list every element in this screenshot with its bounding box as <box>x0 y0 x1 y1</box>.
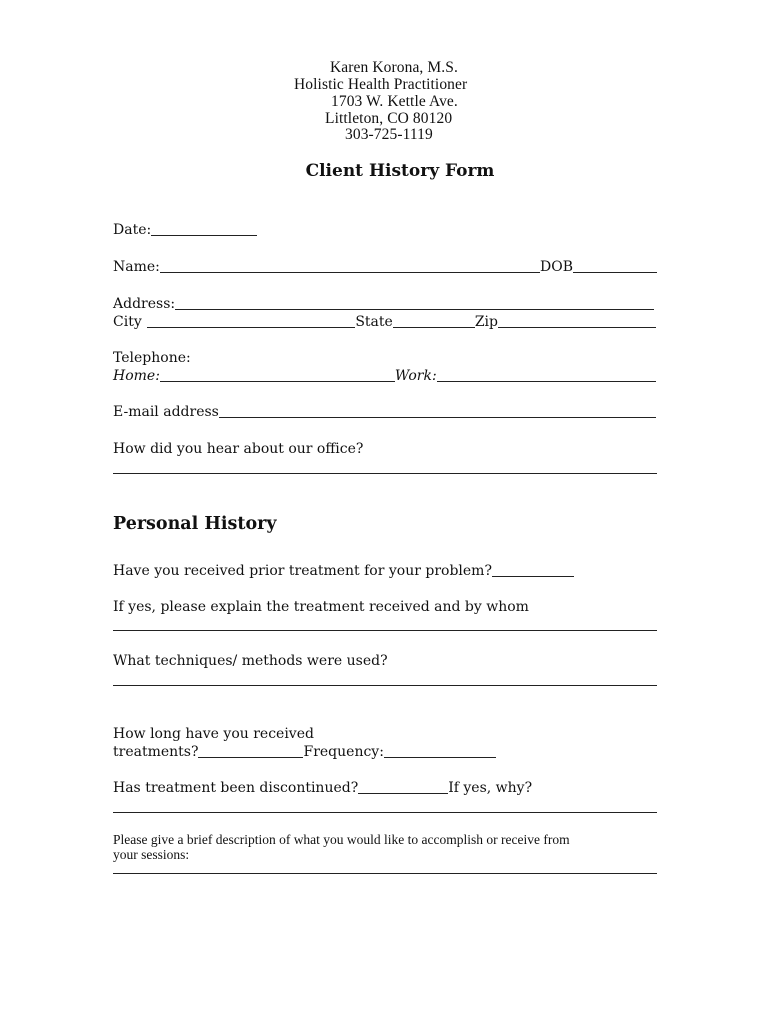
address-row <box>113 295 654 313</box>
referral-row <box>113 440 363 458</box>
telephone-label: Telephone: <box>113 350 191 366</box>
discontinued-field[interactable] <box>358 792 448 794</box>
frequency-field[interactable] <box>384 756 496 758</box>
form-title: Client History Form <box>305 161 495 181</box>
date-row <box>113 221 257 239</box>
prior-treatment-row <box>113 562 574 580</box>
explain-answer-line[interactable] <box>113 630 657 631</box>
zip-label: Zip <box>474 314 498 330</box>
date-label: Date: <box>113 222 152 238</box>
discontinued-row <box>113 779 532 797</box>
city-field[interactable] <box>147 326 356 328</box>
how-long-row-2 <box>113 743 496 761</box>
home-label: Home: <box>113 368 160 384</box>
discontinued-question: Has treatment been discontinued? <box>113 780 359 796</box>
practitioner-phone: 303-725-1119 <box>345 126 433 143</box>
if-yes-why-label: If yes, why? <box>448 780 533 796</box>
discontinued-answer-line[interactable] <box>113 812 657 813</box>
sessions-question-line-2: your sessions: <box>113 847 190 862</box>
address-field[interactable] <box>175 308 654 310</box>
address-label: Address: <box>113 296 176 312</box>
techniques-row <box>113 652 388 670</box>
techniques-question: What techniques/ methods were used? <box>113 653 388 669</box>
state-field[interactable] <box>393 326 475 328</box>
email-label: E-mail address <box>113 404 219 420</box>
work-phone-field[interactable] <box>437 380 656 382</box>
dob-label: DOB <box>540 259 573 275</box>
referral-question: How did you hear about our office? <box>113 441 364 457</box>
street-address: 1703 W. Kettle Ave. <box>331 93 458 110</box>
prior-treatment-question: Have you received prior treatment for your problem? <box>113 563 492 579</box>
treatments-label: treatments? <box>113 744 199 760</box>
personal-history-title: Personal History <box>113 514 277 534</box>
name-field[interactable] <box>160 271 540 273</box>
frequency-label: Frequency: <box>303 744 384 760</box>
name-row <box>113 258 657 276</box>
name-label: Name: <box>113 259 160 275</box>
how-long-question: How long have you received <box>113 726 314 742</box>
home-phone-field[interactable] <box>160 380 395 382</box>
referral-answer-line[interactable] <box>113 473 657 474</box>
prior-treatment-field[interactable] <box>492 575 574 577</box>
techniques-answer-line[interactable] <box>113 685 657 686</box>
dob-field[interactable] <box>573 271 657 273</box>
email-field[interactable] <box>219 416 656 418</box>
city-state-zip: Littleton, CO 80120 <box>325 110 453 127</box>
home-work-row <box>113 367 656 385</box>
work-label: Work: <box>394 368 437 384</box>
how-long-row-1 <box>113 725 314 743</box>
sessions-question-line-1: Please give a brief description of what you would like to accomplish or receive from <box>113 832 570 847</box>
email-row <box>113 403 656 421</box>
explain-question: If yes, please explain the treatment received and by whom <box>113 599 529 615</box>
city-state-zip-row <box>113 313 656 331</box>
city-label: City <box>113 314 142 330</box>
telephone-row <box>113 349 191 367</box>
sessions-answer-line[interactable] <box>113 873 657 874</box>
treatment-duration-field[interactable] <box>198 756 303 758</box>
practitioner-name: Karen Korona, M.S. <box>330 59 458 76</box>
date-field[interactable] <box>151 234 257 236</box>
practitioner-title: Holistic Health Practitioner <box>294 76 468 93</box>
explain-row <box>113 598 529 616</box>
state-label: State <box>355 314 393 330</box>
zip-field[interactable] <box>498 326 656 328</box>
